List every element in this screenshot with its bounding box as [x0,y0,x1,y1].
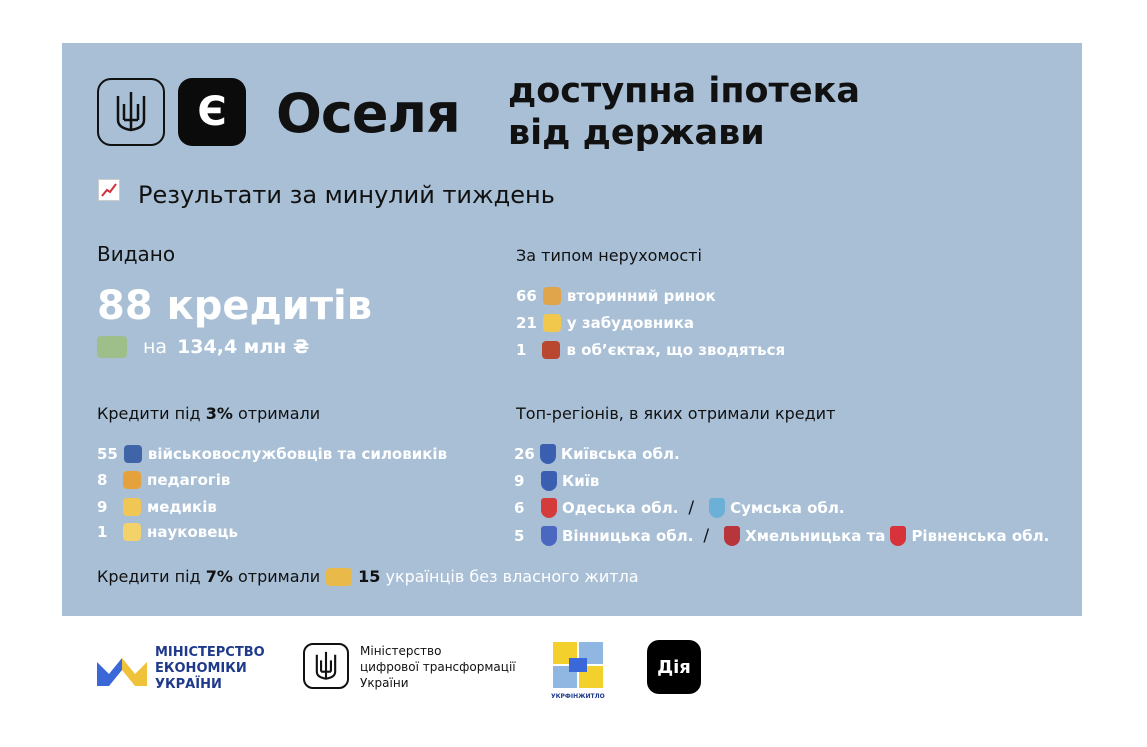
e-logo [178,78,246,146]
ministry-economy-logo-icon [97,648,147,688]
tagline-line1: доступна іпотека [508,71,860,111]
loans-7-suffix: українців без власного житла [385,567,639,586]
couple-icon [326,568,352,586]
list-item [97,523,238,541]
item-count: 55 [97,445,118,463]
money-icon [97,336,127,358]
region-count: 5 [514,527,525,545]
e-logo-letter: Є [197,89,227,135]
sumy-crest-icon [709,498,725,518]
kyiv-oblast-crest-icon [540,444,556,464]
item-label: педагогів [147,471,231,489]
property-type-title: За типом нерухомості [516,246,702,265]
region-row [514,498,845,518]
issued-count: 88 кредитів [97,283,373,329]
ministry-economy-name [155,645,265,693]
trident-logo [97,78,165,146]
ministry-digital-name [360,643,516,691]
subtitle: Результати за минулий тиждень [138,181,555,209]
kyiv-crest-icon [541,471,557,491]
item-count: 1 [97,523,108,541]
police-icon [124,445,142,463]
loans-7-count: 15 [358,567,381,586]
amount-value: 134,4 млн ₴ [177,336,310,358]
region-name: Сумська обл. [730,499,845,517]
region-count: 6 [514,499,525,517]
ministry-economy-line: ЕКОНОМІКИ [155,661,247,676]
tagline-line2: від держави [508,113,765,153]
loans-7-rate: 7% [205,567,233,586]
item-count: 9 [97,498,108,516]
ministry-economy-line: МІНІСТЕРСТВО [155,645,265,660]
item-label: медиків [147,498,217,516]
region-row [514,471,599,491]
tagline [508,70,860,154]
trident-icon [114,90,148,134]
region-name: Одеська обл. [562,499,679,517]
regions-title: Топ-регіонів, в яких отримали кредит [516,404,836,423]
ministry-digital-line: цифрової трансформації [360,660,516,674]
region-name: Вінницька обл. [562,527,694,545]
region-name: Рівненська обл. [911,527,1050,545]
builder-icon [543,314,561,332]
ukrfinzhytlo-label: УКРФІНЖИТЛО [551,693,605,700]
region-count: 9 [514,472,525,490]
medic-icon [123,498,141,516]
list-item [516,341,785,359]
teacher-icon [123,471,141,489]
region-separator: / [703,526,710,546]
item-count: 21 [516,314,537,332]
item-label: у забудовника [566,314,695,332]
house-icon [543,287,561,305]
item-label: військовослужбовців та силовиків [147,445,448,463]
odesa-crest-icon [541,498,557,518]
item-label: в об’єктах, що зводяться [566,341,786,359]
ukrfinzhytlo-logo-icon [551,640,605,692]
loans-3-suffix: отримали [237,404,321,423]
region-name: Хмельницька та [745,527,886,545]
item-count: 8 [97,471,108,489]
region-row [514,444,680,464]
list-item [97,471,230,489]
loans-7-line [97,567,639,586]
item-label: вторинний ринок [566,287,716,305]
diia-label: Дія [657,656,691,678]
loans-3-title [97,404,320,423]
loans-3-rate: 3% [205,404,233,423]
khmelnytskyi-crest-icon [724,526,740,546]
list-item [516,287,716,305]
region-name: Київська обл. [560,445,680,463]
region-count: 26 [514,445,535,463]
rivne-crest-icon [890,526,906,546]
ministry-digital-line: України [360,676,409,690]
trident-icon [314,650,338,682]
item-count: 66 [516,287,537,305]
list-item [516,314,694,332]
region-row [514,526,1049,546]
bricks-icon [542,341,560,359]
ministry-economy-line: УКРАЇНИ [155,677,222,692]
diia-logo [647,640,701,694]
loans-7-prefix: Кредити під [97,567,201,586]
item-count: 1 [516,341,527,359]
ministry-digital-line: Міністерство [360,644,442,658]
vinnytsia-crest-icon [541,526,557,546]
list-item [97,445,447,463]
region-separator: / [688,498,695,518]
region-name: Київ [562,472,600,490]
loans-3-prefix: Кредити під [97,404,201,423]
loans-7-middle: отримали [237,567,321,586]
list-item [97,498,217,516]
brand-title: Оселя [276,82,460,145]
ministry-digital-logo [303,643,349,689]
issued-amount-row [97,336,309,358]
scientist-icon [123,523,141,541]
item-label: науковець [147,523,239,541]
issued-label: Видано [97,242,176,266]
chart-increasing-icon [98,179,120,201]
amount-prefix: на [143,336,168,358]
